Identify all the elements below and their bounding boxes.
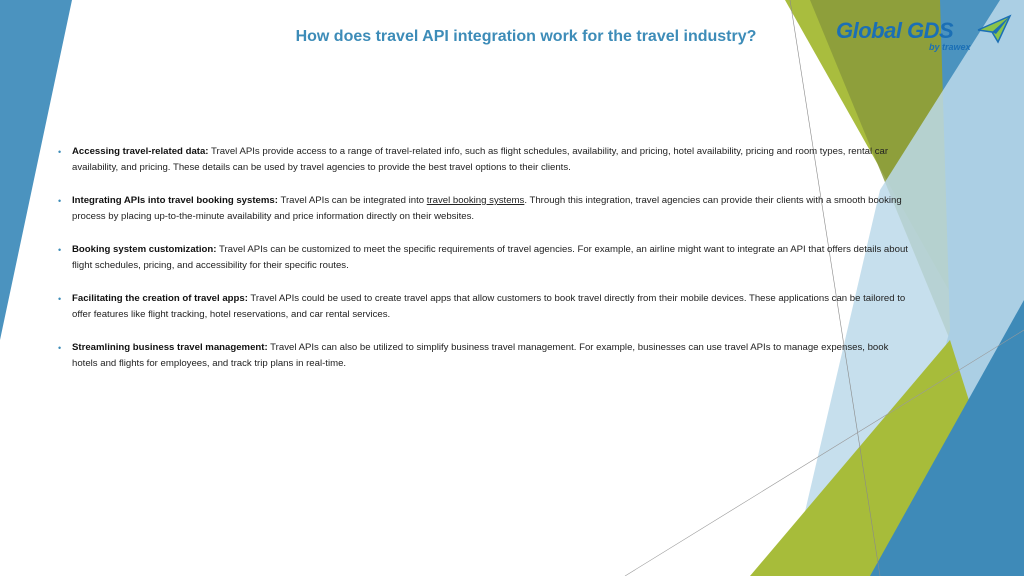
bullet-icon: • bbox=[58, 245, 62, 255]
bullet-heading: Booking system customization: bbox=[72, 244, 217, 255]
list-item bbox=[58, 242, 908, 274]
bullet-icon: • bbox=[58, 147, 62, 157]
bullet-icon: • bbox=[58, 196, 62, 206]
bullet-text: Travel APIs can be integrated into bbox=[277, 195, 427, 206]
logo-name: Global GDS bbox=[836, 18, 954, 43]
global-gds-logo[interactable] bbox=[836, 14, 1016, 54]
bullet-icon: • bbox=[58, 343, 62, 353]
logo-byline: by trawex bbox=[929, 42, 971, 52]
bullet-text: Travel APIs can be customized to meet the specific requirements of travel agencies. For example, an airline might want to integrate an API that offers details about flight schedules, pricing, and accessibility for their specific routes. bbox=[72, 244, 908, 271]
bullet-text: . Through this integration, travel agencies can provide their clients with a smooth booking process by placing up-to-the-minute availability and price information directly on their websites. bbox=[72, 195, 902, 222]
paper-plane-icon bbox=[976, 14, 1012, 44]
bullet-list bbox=[58, 144, 908, 389]
bullet-heading: Facilitating the creation of travel apps: bbox=[72, 293, 248, 304]
list-item bbox=[58, 340, 908, 372]
page-title: How does travel API integration work for the travel industry? bbox=[295, 28, 757, 45]
list-item bbox=[58, 193, 908, 225]
travel-booking-systems-link[interactable]: travel booking systems bbox=[426, 195, 525, 206]
bullet-text: Travel APIs provide access to a range of travel-related info, such as flight schedules, availability, and pricing, hotel availability, pricing and room types, rental car availability, and pricing. These details can be used by travel agencies to provide the best travel options to their clients. bbox=[72, 146, 889, 173]
bullet-text: Travel APIs can also be utilized to simplify business travel management. For example, businesses can use travel APIs to manage expenses, book hotels and flights for employees, and track trip plans in real-time. bbox=[72, 342, 889, 369]
bullet-icon: • bbox=[58, 294, 62, 304]
list-item bbox=[58, 291, 908, 323]
bullet-text: Travel APIs could be used to create travel apps that allow customers to book travel directly from their mobile devices. These applications can be tailored to offer features like flight tracking, hotel reservations, and car rental services. bbox=[72, 293, 906, 320]
list-item bbox=[58, 144, 908, 176]
bullet-heading: Integrating APIs into travel booking systems: bbox=[72, 195, 278, 206]
bullet-heading: Streamlining business travel management: bbox=[72, 342, 268, 353]
bullet-heading: Accessing travel-related data: bbox=[72, 146, 209, 157]
